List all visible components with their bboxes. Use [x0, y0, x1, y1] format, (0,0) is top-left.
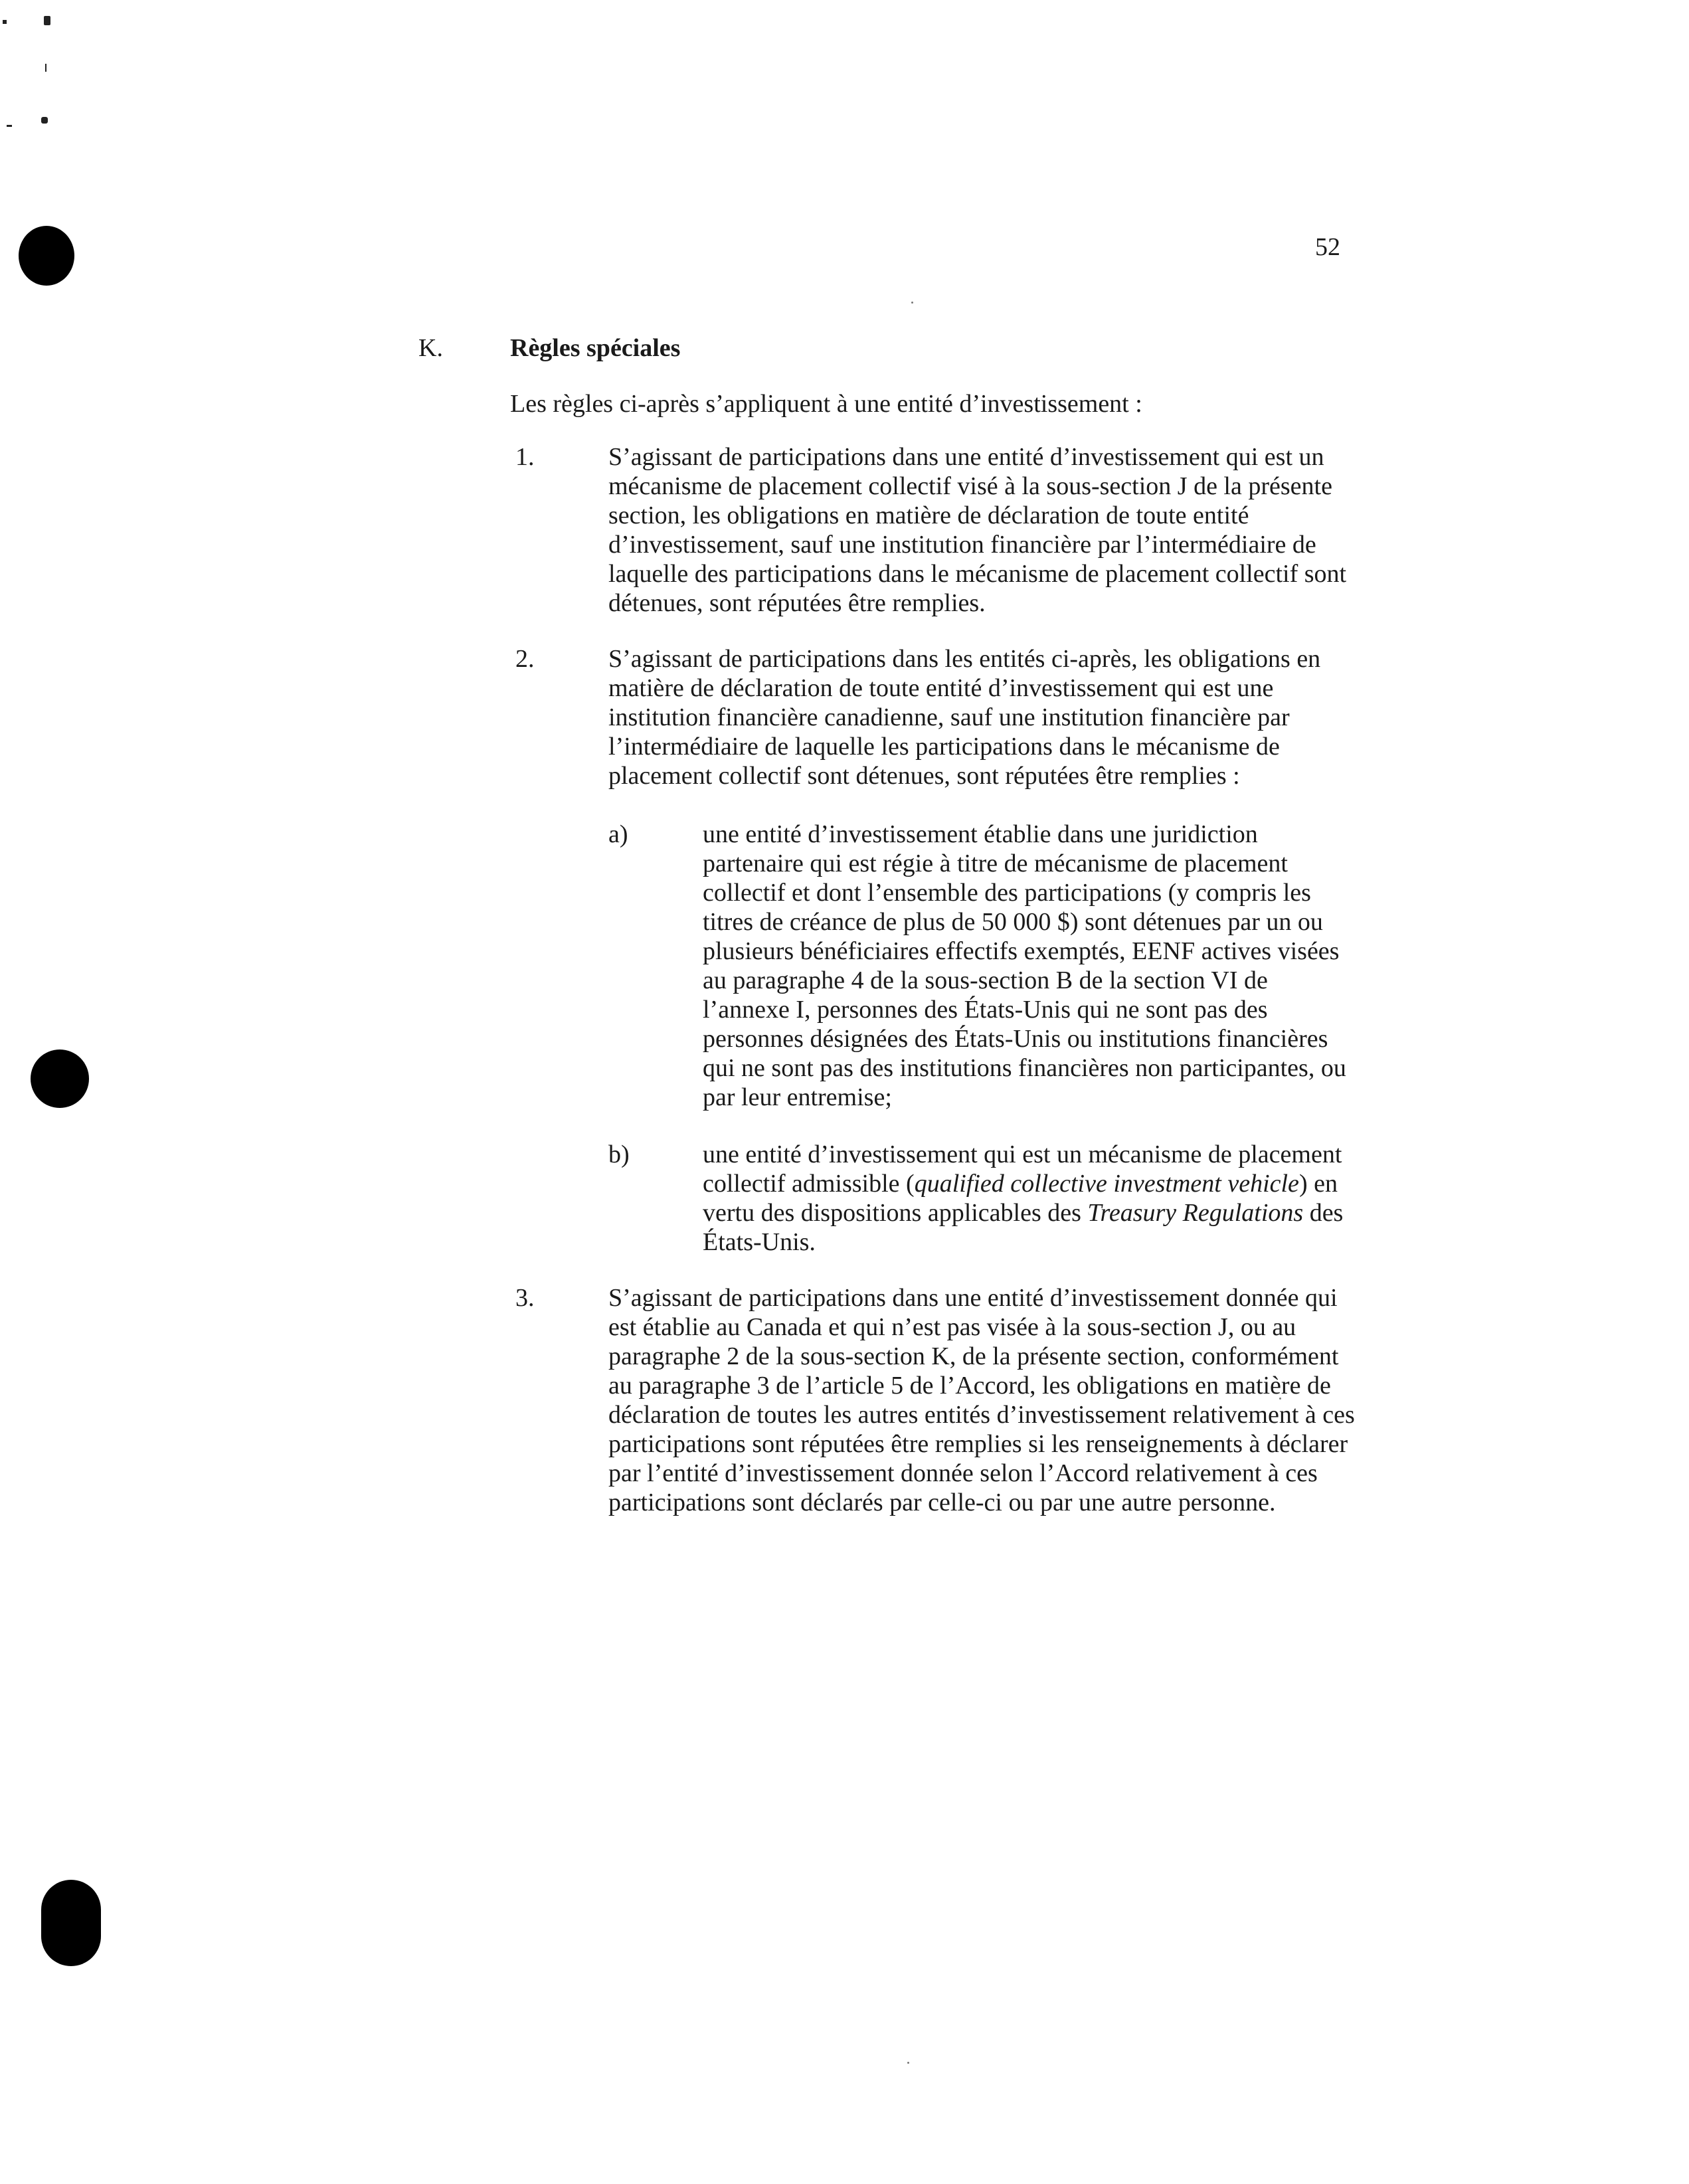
subitem-b-text-part: des États-Unis.	[703, 1199, 1344, 1256]
scan-mark	[7, 125, 12, 127]
item-number: 2.	[515, 645, 535, 673]
subitem-label: b)	[608, 1140, 630, 1168]
scan-speck	[911, 302, 913, 304]
hole-punch-bottom	[41, 1880, 101, 1966]
section-title: Règles spéciales	[510, 334, 681, 362]
subitem-b-text-part: une entité d’investissement qui est un mécanisme de placement collectif admissible (	[703, 1140, 1342, 1198]
scan-mark	[3, 20, 7, 24]
subitem-b-italic-term: Treasury Regulations	[1087, 1199, 1304, 1227]
item-number: 3.	[515, 1284, 535, 1312]
scan-mark	[44, 16, 50, 25]
section-letter: K.	[418, 334, 443, 362]
scan-mark	[41, 117, 48, 124]
scan-mark	[45, 64, 46, 72]
hole-punch-top	[19, 226, 74, 286]
item-number: 1.	[515, 443, 535, 471]
item-3-text: S’agissant de participations dans une entité d’investissement donnée qui est établie au Canada et qui n’est pas visée à la sous-section J, ou au paragraphe 2 de la sous-section K, de la présente section, conformément au paragraphe 3 de l’article 5 de l’Accord, les obligations en matière de déclaration de toutes les autres entités d’investissement relativement à ces participations sont réputées être remplies si les renseignements à déclarer par l’entité d’investissement donnée selon l’Accord relativement à ces participations sont déclarés par celle-ci ou par une autre personne.	[608, 1284, 1355, 1516]
scan-speck	[907, 2062, 909, 2064]
subitem-b-text	[703, 1140, 1360, 1257]
subitem-b-italic-term: qualified collective investment vehicle	[914, 1170, 1299, 1198]
subitem-label: a)	[608, 820, 628, 848]
subitem-a-text: une entité d’investissement établie dans une juridiction partenaire qui est régie à titre de mécanisme de placement collectif et dont l’ensemble des participations (y compris les titres de créance de plus de 50 000 $) sont détenues par un ou plusieurs bénéficiaires effectifs exemptés, EENF actives visées au paragraphe 4 de la sous-section B de la section VI de l’annexe I, personnes des États-Unis qui ne sont pas des personnes désignées des États-Unis ou institutions financières qui ne sont pas des institutions financières non participantes, ou par leur entremise;	[703, 820, 1346, 1111]
item-1-text: S’agissant de participations dans une entité d’investissement qui est un mécanisme de placement collectif visé à la sous-section J de la présente section, les obligations en matière de déclaration de toute entité d’investissement, sauf une institution financière par l’intermédiaire de laquelle des participations dans le mécanisme de placement collectif sont détenues, sont réputées être remplies.	[608, 443, 1347, 617]
subitem-b-text-part: ) en vertu des dispositions applicables des	[703, 1170, 1338, 1227]
page-number: 52	[1315, 233, 1340, 261]
hole-punch-middle	[31, 1049, 89, 1108]
item-2-text: S’agissant de participations dans les entités ci-après, les obligations en matière de déclaration de toute entité d’investissement qui est une institution financière canadienne, sauf une institution financière par l’intermédiaire de laquelle les participations dans le mécanisme de placement collectif sont détenues, sont réputées être remplies :	[608, 645, 1321, 790]
section-intro: Les règles ci-après s’appliquent à une entité d’investissement :	[510, 390, 1142, 418]
